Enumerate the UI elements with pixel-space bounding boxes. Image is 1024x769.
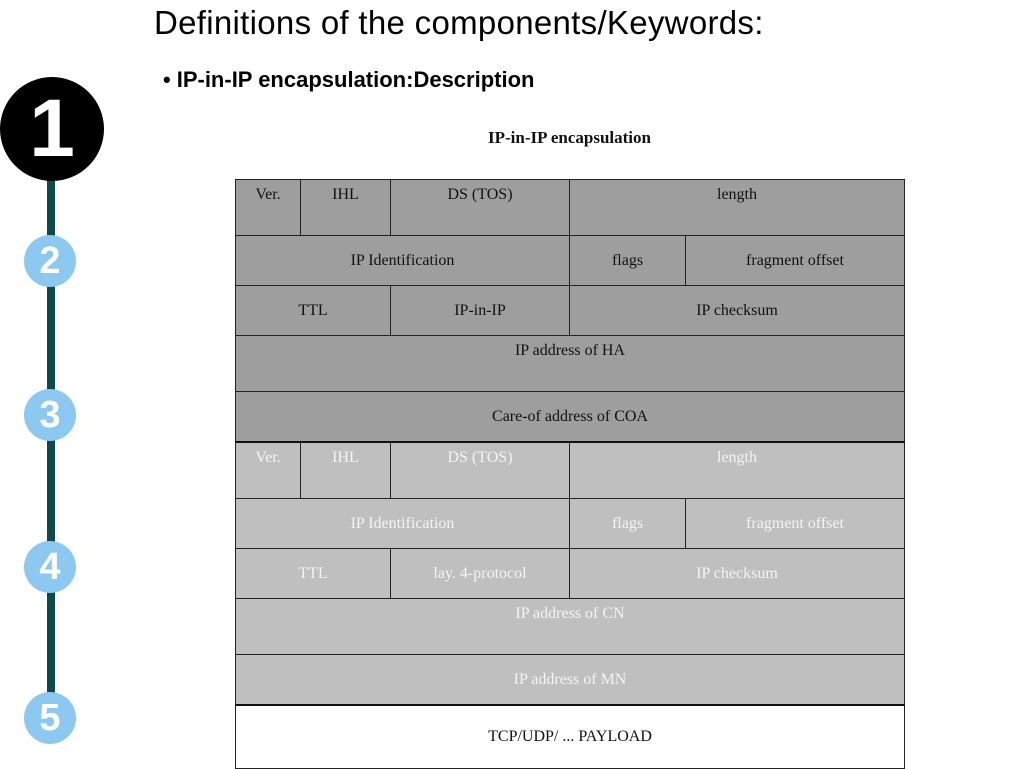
outer-ttl-field: TTL <box>236 286 391 336</box>
outer-row-2 <box>236 236 905 286</box>
bullet-marker: • <box>163 67 171 92</box>
outer-flags-field: flags <box>570 236 686 286</box>
outer-row-4 <box>236 336 905 392</box>
outer-row-3 <box>236 286 905 336</box>
outer-ds-tos-field: DS (TOS) <box>391 180 570 236</box>
step-3[interactable]: 3 <box>24 389 76 441</box>
outer-protocol-field: IP-in-IP <box>391 286 570 336</box>
inner-ver-field: Ver. <box>236 442 301 499</box>
outer-row-5 <box>236 392 905 443</box>
outer-destination-address-field: Care-of address of COA <box>236 392 905 443</box>
outer-checksum-field: IP checksum <box>570 286 905 336</box>
step-2[interactable]: 2 <box>24 235 76 287</box>
outer-length-field: length <box>570 180 905 236</box>
inner-fragment-offset-field: fragment offset <box>686 499 905 549</box>
inner-ihl-field: IHL <box>301 442 391 499</box>
outer-ihl-field: IHL <box>301 180 391 236</box>
diagram-caption: IP-in-IP encapsulation <box>488 128 651 147</box>
inner-length-field: length <box>570 442 905 499</box>
outer-identification-field: IP Identification <box>236 236 570 286</box>
inner-row-5 <box>236 655 905 706</box>
outer-fragment-offset-field: fragment offset <box>686 236 905 286</box>
step-4[interactable]: 4 <box>24 541 76 593</box>
payload-row <box>236 705 905 769</box>
inner-ttl-field: TTL <box>236 549 391 599</box>
outer-row-1 <box>236 180 905 236</box>
inner-destination-address-field: IP address of MN <box>236 655 905 706</box>
outer-source-address-field: IP address of HA <box>236 336 905 392</box>
inner-protocol-field: lay. 4-protocol <box>391 549 570 599</box>
bullet-point <box>163 67 534 93</box>
inner-row-2 <box>236 499 905 549</box>
inner-identification-field: IP Identification <box>236 499 570 549</box>
inner-ds-tos-field: DS (TOS) <box>391 442 570 499</box>
inner-row-4 <box>236 599 905 655</box>
packet-diagram <box>235 179 905 769</box>
inner-checksum-field: IP checksum <box>570 549 905 599</box>
step-5[interactable]: 5 <box>24 692 76 744</box>
bullet-text: IP-in-IP encapsulation:Description <box>176 67 535 92</box>
inner-source-address-field: IP address of CN <box>236 599 905 655</box>
step-1-active[interactable]: 1 <box>0 77 104 181</box>
outer-ver-field: Ver. <box>236 180 301 236</box>
payload-field: TCP/UDP/ ... PAYLOAD <box>236 705 905 769</box>
slide-title: Definitions of the components/Keywords: <box>154 4 764 41</box>
inner-row-3 <box>236 549 905 599</box>
inner-flags-field: flags <box>570 499 686 549</box>
inner-row-1 <box>236 442 905 499</box>
